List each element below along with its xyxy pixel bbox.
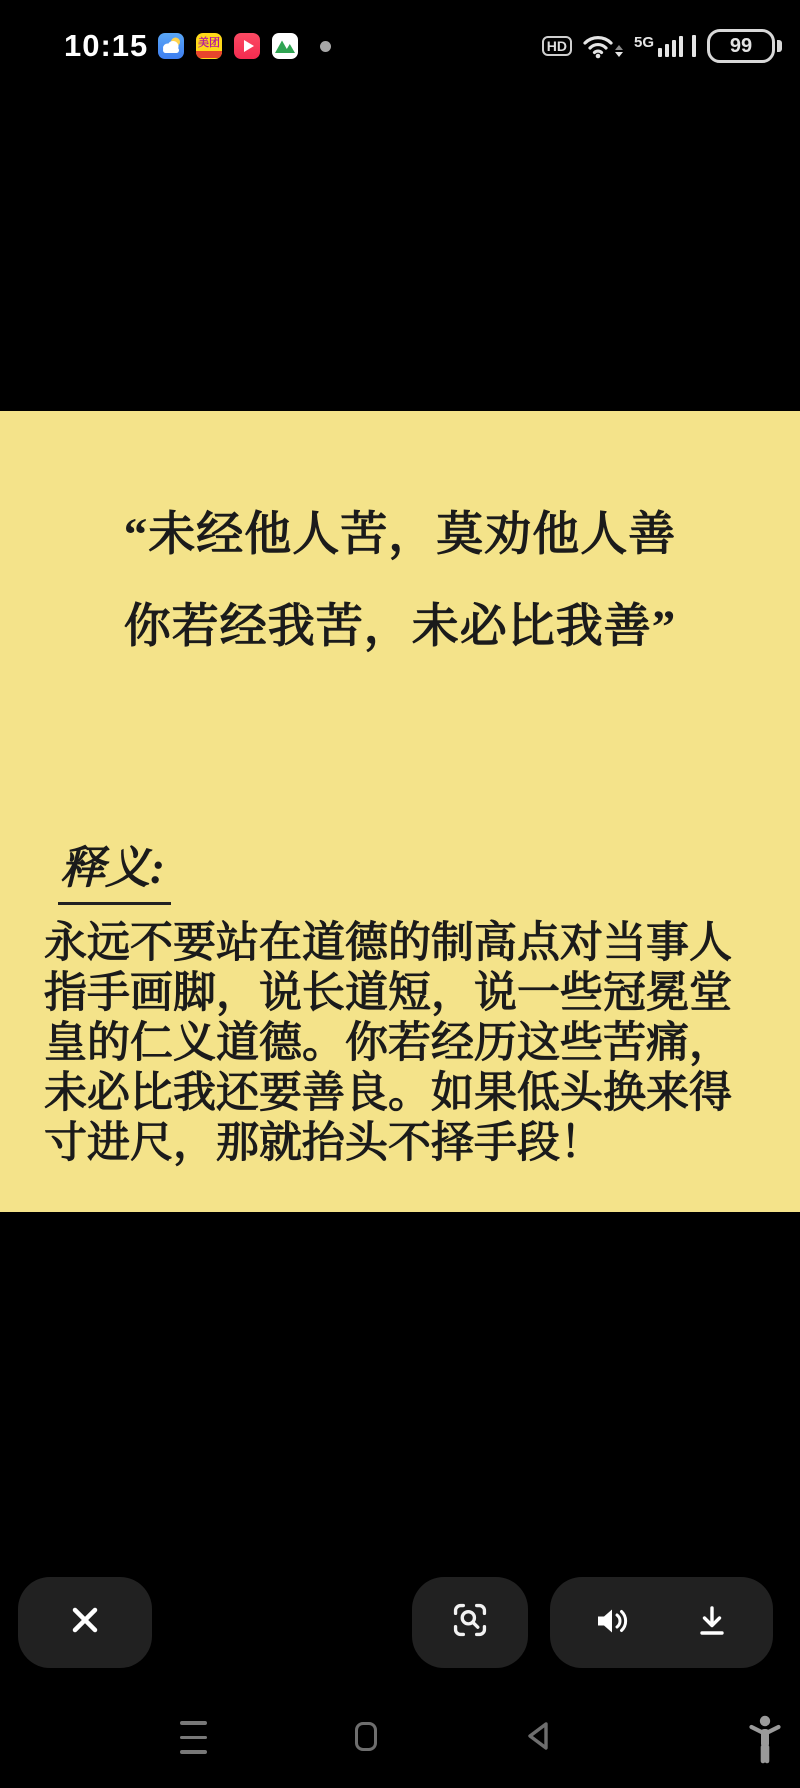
more-notifications-dot bbox=[320, 41, 331, 52]
mountain-app-icon bbox=[272, 33, 298, 59]
definition-line: 寸进尺，那就抬头不择手段！ bbox=[44, 1120, 603, 1167]
status-bar bbox=[0, 0, 800, 86]
definition-line: 皇的仁义道德。你若经历这些苦痛， bbox=[44, 1020, 732, 1067]
meituan-banner bbox=[196, 51, 222, 58]
wifi-icon bbox=[583, 34, 623, 59]
close-button[interactable] bbox=[18, 1577, 152, 1668]
menu-lines-icon bbox=[180, 1721, 207, 1725]
notification-icons bbox=[158, 33, 331, 59]
nav-recents-button[interactable] bbox=[180, 1721, 207, 1754]
definition-paragraph bbox=[44, 919, 774, 1169]
clock-time: 10:15 bbox=[64, 28, 149, 63]
quote-text bbox=[0, 489, 800, 673]
video-play-icon bbox=[234, 33, 260, 59]
definition-line: 指手画脚，说长道短，说一些冠冕堂 bbox=[44, 970, 732, 1017]
media-actions-bar bbox=[550, 1577, 773, 1668]
quote-line-2: 你若经我苦，未必比我善” bbox=[123, 601, 677, 653]
download-button[interactable] bbox=[695, 1604, 729, 1641]
meituan-app-icon bbox=[196, 33, 222, 59]
battery-icon bbox=[707, 29, 782, 63]
viewed-image[interactable] bbox=[0, 411, 800, 1212]
back-triangle-icon bbox=[524, 1740, 552, 1757]
meituan-label: 美团 bbox=[198, 36, 220, 49]
quote-line-1: “未经他人苦，莫劝他人善 bbox=[123, 509, 677, 561]
speaker-icon bbox=[594, 1605, 632, 1640]
status-indicators bbox=[542, 30, 782, 62]
accessibility-button[interactable] bbox=[748, 1714, 782, 1771]
close-icon bbox=[67, 1602, 103, 1643]
definition-line: 永远不要站在道德的制高点对当事人 bbox=[44, 920, 732, 967]
nav-back-button[interactable] bbox=[524, 1719, 552, 1758]
definition-label: 释义: bbox=[58, 831, 171, 905]
hd-badge: HD bbox=[542, 36, 572, 56]
scan-lens-icon bbox=[450, 1600, 490, 1645]
cellular-signal-icon bbox=[634, 35, 696, 57]
sim2-signal-bar bbox=[692, 35, 696, 57]
speaker-button[interactable] bbox=[594, 1605, 632, 1640]
network-type-label: 5G bbox=[633, 34, 654, 51]
weather-app-icon bbox=[158, 33, 184, 59]
network-activity-arrows bbox=[615, 45, 623, 57]
accessibility-person-icon bbox=[748, 1753, 782, 1770]
battery-level: 99 bbox=[729, 34, 753, 57]
download-icon bbox=[695, 1604, 729, 1641]
definition-line: 未必比我还要善良。如果低头换来得 bbox=[44, 1070, 732, 1117]
nav-home-button[interactable] bbox=[355, 1722, 377, 1751]
image-search-button[interactable] bbox=[412, 1577, 528, 1668]
